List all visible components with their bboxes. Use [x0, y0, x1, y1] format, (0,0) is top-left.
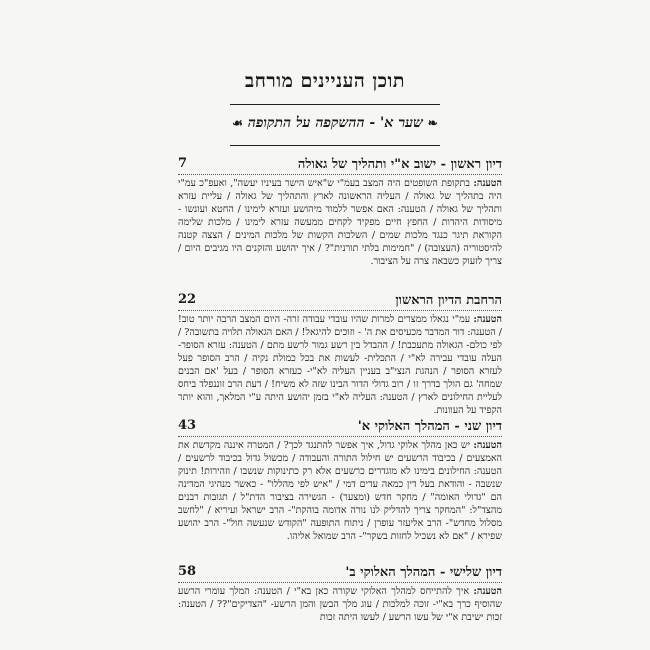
toc-section-summary [178, 313, 502, 417]
ornament-right-icon: ❧ [427, 116, 438, 130]
toc-page-number: 58 [178, 564, 199, 579]
toc-page-number: 22 [178, 292, 199, 307]
claim-label: הטענה: [473, 178, 502, 189]
claim-label: הטענה: [473, 586, 502, 597]
toc-section-text: עמ"י נגאלו ממצרים למרות שהיו עובדי עבודה זרה- היום המצב הרבה יותר טוב! / הטענה: דור המדבר מכעיסים את ה' - וזוכים להיגאל! / האם הגאולה תלויה בתשובה? / לפי כולם- הגאולה מתעכבת! / ההבדל בין רשע גמור לרשע מתם / הטענה: עזרא הסופר- העלה עובדי עבירה לא"י / התכלית- לעשות את בכל כמולת נקיה / הרב הסופר פעל לעזרא הסופר / הנהגת הנצי"ב בעניין העליה לא"י- כעזרא הסופר / בעל 'אם הבנים שמחה' גם הולך בדרך זו / רוב גדולי הדור הבינו שזה לא משיח! / דעת הרב זוננפלד ביחס לעליית החילונים לארץ / הטענה: העליה לא"י בזמן יהושע היתה ע"י המלאך, והוא יותר הקפיד על העוונות. [178, 314, 502, 416]
ornament-left-icon: ☙ [232, 116, 243, 130]
toc-page-number: 43 [178, 418, 199, 433]
toc-section-summary [178, 177, 502, 268]
toc-section-header [178, 292, 502, 311]
toc-section-text: בתקופת השופטים היה המצב בעמ"י ש"איש הישר בעיניו יעשה", ואעפ"כ עמ"י היה בתהליך של גאולה / העליה הראשונה לארץ והתהליך של גאולה / עליית עזרא ותהליך של גאולה / הטענה: האם אפשר ללמוד מיהושע ועזרא לימינו / החטא ועונשו - מיסודות היהדות / החפץ חיים מפקיד לקחים ממעשה עזרא לימינו / מלכות שלימה הקוראת תיגר כנגד מלכות שמים / השלכות הקשות של מלכות המינים / הצצה קטנה להיסטוריה (העצובה) / "חמימות בלתי תורנית"? / איך יהושע והזקנים היו מגיבים היום / צריך לזעוק כשבאה צרה על הציבור. [178, 178, 502, 267]
toc-section-header [178, 418, 502, 437]
toc-section-title: דיון ראשון - ישוב א"י ותהליך של גאולה [295, 156, 502, 172]
toc-section-summary [178, 585, 502, 624]
toc-section-1 [178, 156, 502, 268]
toc-section-text: יש כאן מהלך אלוקי גדול, איך אפשר להתנגד לכך? / המטרה איננה מקדשת את האמצעים / בכיבוד הרשעים יש חילול התורה והעבודה / מכשול גדול בכיבוד לרשעים / הטענה: החילונים בימינו לא מוגדרים כרשעים אלא רק כתינוקות שנשבו / וזהירות! תינוק שנשבה - והודאת בעל דין כמאה עדים דמי / "איש לפי מהללו" - כאשר מנהיגי המדינה הם "גדולי האומה" / מחקר חדש (ומצער) - הגשירה בציבור הדת"ל / תגובות רבנים מהצד"ל: "המחקר צריך להדליק לנו נורה אדומה בוהקת"- הרב ישראל ועיריא / "לחשב מסלול מחדש"- הרב אליעזר עופרן / ניתוח התופעה "הקודש שנעשה חול"- הרב יהושע שפירא / "אם לא נשכיל לחזות בשקר"- הרב שמואל אליהו. [178, 440, 502, 542]
toc-section-2 [178, 292, 502, 417]
toc-section-text: איך להתייחס למהלך האלוקי שקורה כאן בא"י / הטענה: המלך עומרי הרשע שהוסיף כרך בא"י- זוכה למלכות / עוג מלך הבשן והמן הרשע- "הצדיקים"?? / הטענה: זכות ישיבת א"י של עשו הרשע / לעשו היתה זכות [178, 586, 502, 623]
page-title: תוכן העניינים מורחב [244, 70, 405, 92]
toc-section-4 [178, 564, 502, 624]
toc-page-number: 7 [178, 156, 190, 171]
gate-title-line [230, 115, 440, 132]
toc-section-header [178, 564, 502, 583]
toc-section-summary [178, 439, 502, 543]
toc-section-3 [178, 418, 502, 543]
toc-section-title: דיון שלישי - המהלך האלוקי ב' [342, 564, 502, 580]
gate-title-box [230, 104, 440, 146]
toc-section-title: דיון שני - המהלך האלוקי א' [355, 418, 502, 434]
toc-section-header [178, 156, 502, 175]
claim-label: הטענה: [473, 314, 502, 325]
claim-label: הטענה: [473, 440, 502, 451]
toc-section-title: הרחבת הדיון הראשון [392, 292, 502, 308]
gate-title: שער א' - ההשקפה על התקופה [247, 115, 423, 131]
